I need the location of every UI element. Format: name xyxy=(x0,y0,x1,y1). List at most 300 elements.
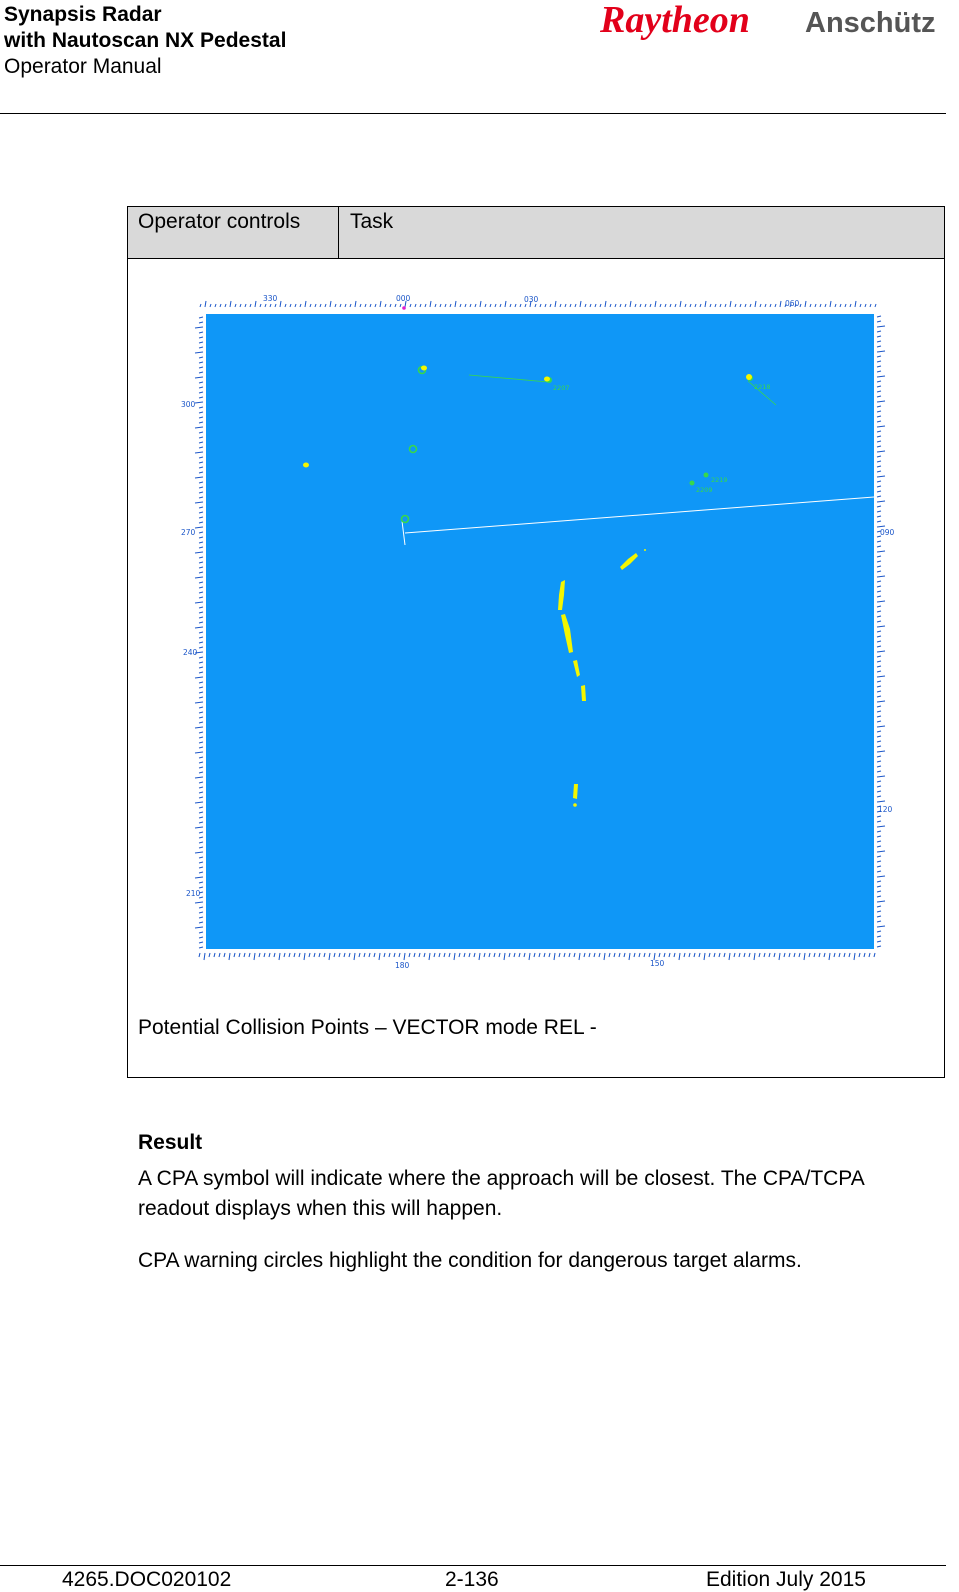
scale-tick xyxy=(630,301,631,307)
scale-tick xyxy=(600,304,601,307)
scale-tick xyxy=(309,953,310,957)
scale-tick xyxy=(199,547,203,548)
scale-tick xyxy=(820,304,821,307)
scale-tick xyxy=(199,757,203,758)
scale-tick xyxy=(877,496,881,497)
scale-tick xyxy=(285,304,286,307)
scale-tick xyxy=(199,337,203,338)
scale-tick xyxy=(535,304,536,307)
scale-tick xyxy=(739,953,740,957)
scale-tick xyxy=(420,304,421,307)
scale-tick xyxy=(877,771,881,772)
scale-tick xyxy=(877,931,881,932)
scale-tick xyxy=(539,953,540,957)
scale-tick xyxy=(854,953,855,960)
scale-tick xyxy=(239,953,240,957)
scale-tick xyxy=(249,953,250,957)
scale-tick xyxy=(877,321,881,322)
target-label-3: 2219 xyxy=(711,476,728,484)
logo-sub: Anschütz xyxy=(805,7,936,39)
bearing-label-330: 330 xyxy=(263,294,278,303)
scale-tick xyxy=(344,953,345,957)
scale-tick xyxy=(569,953,570,957)
scale-tick xyxy=(784,953,785,957)
doc-subtitle: Operator Manual xyxy=(4,55,162,78)
scale-tick xyxy=(524,953,525,957)
scale-tick xyxy=(877,551,885,552)
scale-tick xyxy=(829,953,830,960)
scale-tick xyxy=(335,304,336,307)
scale-tick xyxy=(877,746,881,747)
scale-tick xyxy=(877,781,881,782)
scale-tick xyxy=(199,947,203,948)
scale-tick xyxy=(199,787,203,788)
scale-tick xyxy=(779,953,780,960)
scale-tick xyxy=(475,304,476,307)
scale-tick xyxy=(674,953,675,957)
footer-rule xyxy=(0,1565,946,1566)
scale-tick xyxy=(877,831,881,832)
scale-tick xyxy=(319,953,320,957)
scale-tick xyxy=(199,487,203,488)
scale-tick xyxy=(645,304,646,307)
scale-tick xyxy=(655,301,656,307)
scale-tick xyxy=(410,304,411,307)
scale-tick xyxy=(270,304,271,307)
scale-tick xyxy=(254,953,255,960)
scale-tick xyxy=(415,304,416,307)
scale-tick xyxy=(199,397,203,398)
scale-tick xyxy=(614,953,615,957)
scale-tick xyxy=(199,582,203,583)
scale-tick xyxy=(864,953,865,957)
scale-tick xyxy=(877,751,885,752)
scale-tick xyxy=(199,317,203,318)
scale-tick xyxy=(877,481,881,482)
scale-tick xyxy=(514,953,515,957)
scale-tick xyxy=(865,304,866,307)
scale-tick xyxy=(624,953,625,957)
scale-tick xyxy=(877,471,881,472)
scale-tick xyxy=(764,953,765,957)
scale-tick xyxy=(515,304,516,307)
scale-tick xyxy=(877,911,881,912)
scale-tick xyxy=(195,852,203,853)
scale-tick xyxy=(320,304,321,307)
scale-tick xyxy=(264,953,265,957)
scale-tick xyxy=(604,953,605,960)
scale-tick xyxy=(400,304,401,307)
scale-tick xyxy=(877,406,881,407)
scale-tick xyxy=(877,736,881,737)
scale-tick xyxy=(775,304,776,307)
scale-tick xyxy=(225,304,226,307)
scale-tick xyxy=(195,377,203,378)
doc-title-line2: with Nautoscan NX Pedestal xyxy=(4,29,287,52)
scale-tick xyxy=(199,682,203,683)
scale-tick xyxy=(199,642,203,643)
scale-tick xyxy=(199,622,203,623)
scale-tick xyxy=(695,304,696,307)
scale-tick xyxy=(877,841,881,842)
result-paragraph-1: A CPA symbol will indicate where the approach will be closest. The CPA/TCPA readout displays when this will happen. xyxy=(138,1167,864,1220)
scale-tick xyxy=(877,721,881,722)
radar-echo xyxy=(573,803,577,807)
scale-tick xyxy=(195,452,203,453)
scale-tick xyxy=(199,842,203,843)
scale-tick xyxy=(199,442,203,443)
scale-tick xyxy=(877,611,881,612)
scale-tick xyxy=(869,953,870,957)
scale-tick xyxy=(449,953,450,957)
scale-tick xyxy=(304,953,305,960)
scale-tick xyxy=(804,953,805,960)
scale-tick xyxy=(195,802,203,803)
scale-tick xyxy=(365,304,366,307)
scale-tick xyxy=(199,447,203,448)
scale-tick xyxy=(877,621,881,622)
scale-tick xyxy=(260,304,261,307)
col2-header: Task xyxy=(350,210,394,233)
scale-tick xyxy=(234,953,235,957)
scale-tick xyxy=(195,627,203,628)
scale-tick xyxy=(199,672,203,673)
scale-tick xyxy=(199,867,203,868)
scale-tick xyxy=(430,301,431,307)
scale-tick xyxy=(705,301,706,307)
bearing-label-150: 150 xyxy=(650,959,665,968)
header-cell-operator-controls xyxy=(128,207,339,258)
scale-tick xyxy=(877,671,881,672)
scale-tick xyxy=(199,597,203,598)
scale-tick xyxy=(877,506,881,507)
scale-tick xyxy=(877,446,881,447)
raytheon-anschutz-logo xyxy=(600,0,945,46)
scale-tick xyxy=(345,304,346,307)
scale-tick xyxy=(199,322,203,323)
scale-tick xyxy=(877,441,881,442)
scale-tick xyxy=(350,304,351,307)
scale-tick xyxy=(414,953,415,957)
scale-tick xyxy=(199,837,203,838)
scale-tick xyxy=(199,717,203,718)
scale-tick xyxy=(649,953,650,957)
scale-tick xyxy=(195,552,203,553)
scale-tick xyxy=(704,953,705,960)
result-paragraph-2: CPA warning circles highlight the condition for dangerous target alarms. xyxy=(138,1249,802,1272)
scale-tick xyxy=(305,301,306,307)
scale-tick xyxy=(199,542,203,543)
scale-tick xyxy=(877,701,885,702)
scale-tick xyxy=(877,846,881,847)
scale-tick xyxy=(877,516,881,517)
scale-tick xyxy=(199,882,203,883)
scale-tick xyxy=(219,953,220,957)
scale-tick xyxy=(877,626,885,627)
scale-tick xyxy=(205,301,206,307)
scale-tick xyxy=(329,953,330,960)
scale-tick xyxy=(199,522,203,523)
scale-tick xyxy=(375,304,376,307)
scale-tick xyxy=(199,367,203,368)
scale-tick xyxy=(199,392,203,393)
scale-tick xyxy=(199,587,203,588)
scale-tick xyxy=(724,953,725,957)
scale-tick xyxy=(860,304,861,307)
radar-echo xyxy=(644,549,646,551)
scale-tick xyxy=(877,866,881,867)
scale-tick xyxy=(840,304,841,307)
scale-tick xyxy=(195,927,203,928)
radar-echo xyxy=(544,377,550,382)
scale-tick xyxy=(877,556,881,557)
scale-tick xyxy=(615,304,616,307)
scale-tick xyxy=(364,953,365,957)
scale-tick xyxy=(479,953,480,960)
scale-tick xyxy=(877,636,881,637)
heading-marker xyxy=(402,306,406,310)
scale-tick xyxy=(450,304,451,307)
scale-tick xyxy=(554,953,555,960)
scale-tick xyxy=(665,304,666,307)
scale-tick xyxy=(800,304,801,307)
scale-tick xyxy=(719,953,720,957)
scale-tick xyxy=(444,953,445,957)
scale-tick xyxy=(215,304,216,307)
scale-tick xyxy=(199,742,203,743)
scale-tick xyxy=(574,953,575,957)
doc-title-line1: Synapsis Radar xyxy=(4,3,162,26)
scale-tick xyxy=(877,676,885,677)
scale-tick xyxy=(199,607,203,608)
scale-tick xyxy=(354,953,355,960)
scale-tick xyxy=(199,722,203,723)
scale-tick xyxy=(760,304,761,307)
scale-tick xyxy=(877,821,881,822)
scale-tick xyxy=(525,304,526,307)
header-rule xyxy=(0,113,946,114)
scale-tick xyxy=(199,537,203,538)
scale-tick xyxy=(877,331,881,332)
scale-tick xyxy=(850,304,851,307)
scale-tick xyxy=(720,304,721,307)
scale-tick xyxy=(199,937,203,938)
scale-tick xyxy=(877,386,881,387)
scale-tick xyxy=(195,902,203,903)
scale-tick xyxy=(199,387,203,388)
scale-tick xyxy=(199,612,203,613)
scale-tick xyxy=(877,421,881,422)
scale-tick xyxy=(199,857,203,858)
scale-tick xyxy=(325,304,326,307)
scale-tick xyxy=(455,301,456,307)
scale-tick xyxy=(199,942,203,943)
scale-tick xyxy=(845,304,846,307)
scale-tick xyxy=(774,953,775,957)
scale-tick xyxy=(199,467,203,468)
col1-header: Operator controls xyxy=(138,210,301,233)
scale-tick xyxy=(765,304,766,307)
scale-tick xyxy=(629,953,630,960)
scale-tick xyxy=(244,953,245,957)
scale-tick xyxy=(235,304,236,307)
scale-tick xyxy=(675,304,676,307)
scale-tick xyxy=(529,953,530,960)
scale-tick xyxy=(735,304,736,307)
scale-tick xyxy=(749,953,750,957)
scale-tick xyxy=(454,953,455,960)
scale-tick xyxy=(445,304,446,307)
scale-tick xyxy=(669,953,670,957)
scale-tick xyxy=(370,304,371,307)
scale-tick xyxy=(877,576,885,577)
scale-tick xyxy=(199,437,203,438)
scale-tick xyxy=(560,304,561,307)
scale-tick xyxy=(210,304,211,307)
scale-tick xyxy=(199,772,203,773)
scale-tick xyxy=(380,301,381,307)
scale-tick xyxy=(199,512,203,513)
scale-tick xyxy=(877,741,881,742)
scale-tick xyxy=(644,953,645,957)
figure-caption: Potential Collision Points – VECTOR mode REL - xyxy=(138,1016,597,1039)
scale-tick xyxy=(509,953,510,957)
scale-tick xyxy=(310,304,311,307)
scale-tick xyxy=(199,797,203,798)
radar-echo xyxy=(421,366,427,371)
bearing-label-090: 090 xyxy=(880,528,895,537)
scale-tick xyxy=(199,762,203,763)
scale-tick xyxy=(199,342,203,343)
scale-tick xyxy=(425,304,426,307)
scale-tick xyxy=(877,896,881,897)
scale-tick xyxy=(877,376,885,377)
scale-tick xyxy=(877,631,881,632)
bearing-label-060: 060 xyxy=(785,299,800,308)
scale-tick xyxy=(199,617,203,618)
scale-tick xyxy=(877,361,881,362)
scale-tick xyxy=(464,953,465,957)
scale-tick xyxy=(199,887,203,888)
scale-tick xyxy=(877,431,881,432)
scale-tick xyxy=(395,304,396,307)
target-label-2: 2218 xyxy=(754,383,771,391)
scale-tick xyxy=(855,301,856,307)
scale-tick xyxy=(199,862,203,863)
scale-tick xyxy=(877,641,881,642)
scale-tick xyxy=(199,407,203,408)
scale-tick xyxy=(240,304,241,307)
scale-tick xyxy=(199,432,203,433)
scale-tick xyxy=(490,304,491,307)
scale-tick xyxy=(349,953,350,957)
scale-tick xyxy=(495,304,496,307)
scale-tick xyxy=(230,301,231,307)
scale-tick xyxy=(877,356,881,357)
footer-edition: Edition July 2015 xyxy=(706,1568,866,1591)
scale-tick xyxy=(474,953,475,957)
scale-tick xyxy=(877,596,881,597)
scale-tick xyxy=(599,953,600,957)
scale-tick xyxy=(389,953,390,957)
scale-tick xyxy=(409,953,410,957)
scale-tick xyxy=(199,953,200,957)
scale-tick xyxy=(877,816,881,817)
scale-tick xyxy=(877,706,881,707)
scale-tick xyxy=(877,416,881,417)
scale-tick xyxy=(195,577,203,578)
document-header xyxy=(4,2,286,80)
scale-tick xyxy=(330,301,331,307)
scale-tick xyxy=(810,304,811,307)
scale-tick xyxy=(199,687,203,688)
scale-tick xyxy=(355,301,356,307)
scale-tick xyxy=(384,953,385,957)
scale-tick xyxy=(699,953,700,957)
scale-tick xyxy=(689,953,690,957)
scale-tick xyxy=(877,946,881,947)
scale-tick xyxy=(199,847,203,848)
scale-tick xyxy=(290,304,291,307)
scale-tick xyxy=(877,591,881,592)
scale-tick xyxy=(877,686,881,687)
scale-tick xyxy=(199,832,203,833)
scale-tick xyxy=(199,922,203,923)
scale-tick xyxy=(877,396,881,397)
scale-tick xyxy=(824,953,825,957)
radar-echo xyxy=(303,463,309,468)
scale-tick xyxy=(877,521,881,522)
scale-tick xyxy=(877,796,881,797)
scale-tick xyxy=(195,727,203,728)
scale-tick xyxy=(585,304,586,307)
scale-tick xyxy=(459,953,460,957)
scale-tick xyxy=(540,304,541,307)
scale-tick xyxy=(484,953,485,957)
scale-tick xyxy=(877,426,885,427)
scale-tick xyxy=(877,941,881,942)
scale-tick xyxy=(199,792,203,793)
scale-tick xyxy=(877,491,881,492)
scale-tick xyxy=(877,411,881,412)
scale-tick xyxy=(875,304,876,307)
scale-tick xyxy=(199,362,203,363)
scale-tick xyxy=(379,953,380,960)
scale-tick xyxy=(877,856,881,857)
scale-tick xyxy=(199,812,203,813)
scale-tick xyxy=(714,953,715,957)
scale-tick xyxy=(549,953,550,957)
scale-tick xyxy=(199,817,203,818)
scale-tick xyxy=(877,691,881,692)
scale-tick xyxy=(575,304,576,307)
scale-tick xyxy=(199,572,203,573)
footer-page-number: 2-136 xyxy=(445,1568,499,1591)
scale-tick xyxy=(815,304,816,307)
scale-tick xyxy=(877,901,885,902)
scale-tick xyxy=(825,304,826,307)
bearing-label-000: 000 xyxy=(396,294,411,303)
scale-tick xyxy=(877,881,881,882)
scale-tick xyxy=(480,301,481,307)
scale-tick xyxy=(589,953,590,957)
scale-tick xyxy=(360,304,361,307)
scale-tick xyxy=(870,304,871,307)
scale-tick xyxy=(877,546,881,547)
scale-tick xyxy=(199,907,203,908)
scale-tick xyxy=(670,304,671,307)
scale-tick xyxy=(315,304,316,307)
